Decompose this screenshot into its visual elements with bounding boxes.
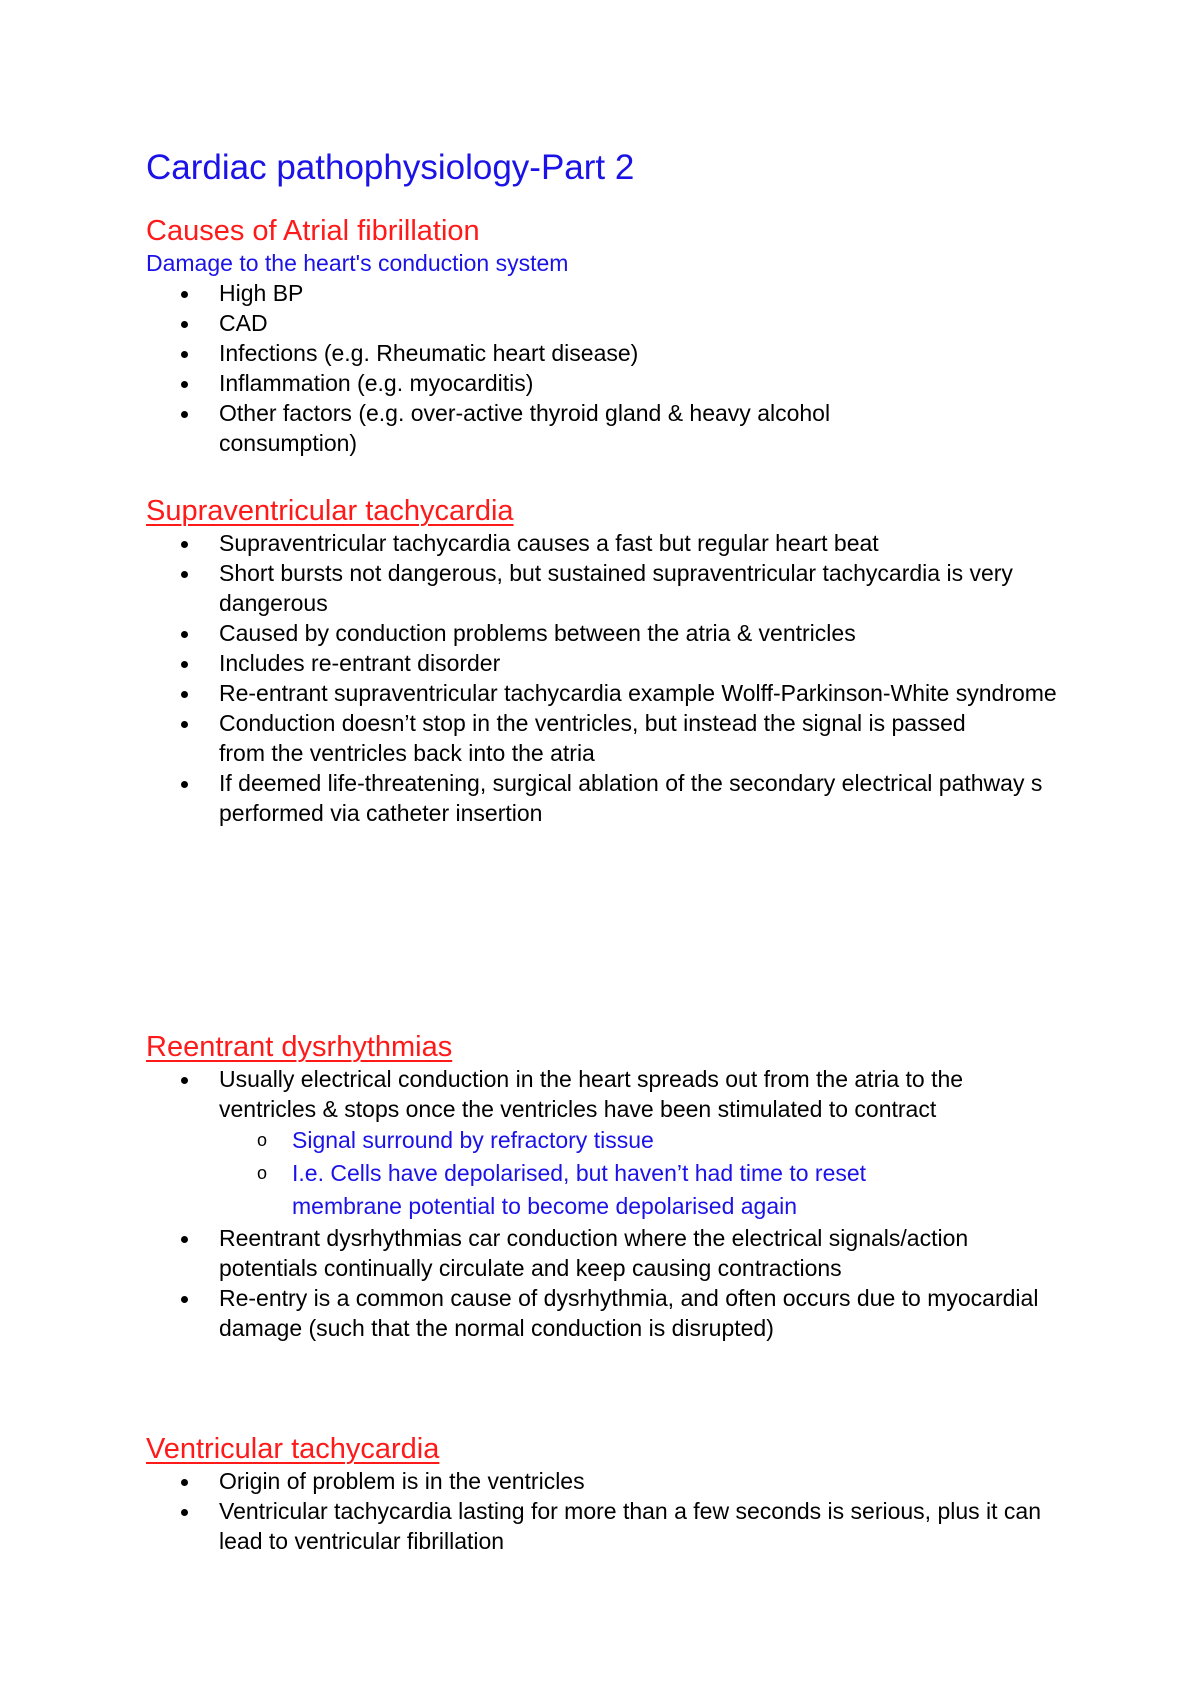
- list-item: Short bursts not dangerous, but sustained supraventricular tachycardia is very dangerous: [219, 558, 1064, 618]
- section-heading-svt: Supraventricular tachycardia: [146, 495, 514, 527]
- list-item: Re-entry is a common cause of dysrhythmia, and often occurs due to myocardial damage (such that the normal conduction is disrupted): [219, 1283, 1039, 1343]
- sub-bullet-list: [219, 1124, 1049, 1223]
- bullet-icon: [181, 381, 188, 388]
- list-item: Re-entrant supraventricular tachycardia example Wolff-Parkinson-White syndrome: [219, 678, 1064, 708]
- list-item: Inflammation (e.g. myocarditis): [219, 368, 1086, 398]
- bullet-icon: [181, 541, 188, 548]
- list-item: Infections (e.g. Rheumatic heart disease): [219, 338, 1086, 368]
- section-heading-vt: Ventricular tachycardia: [146, 1433, 440, 1465]
- bullet-icon: [181, 571, 188, 578]
- bullet-list-reentrant: [146, 1064, 1086, 1343]
- bullet-icon: [181, 291, 188, 298]
- bullet-list-atrial-fibrillation: [146, 278, 1086, 458]
- list-item: Includes re-entrant disorder: [219, 648, 1086, 678]
- bullet-list-svt: [146, 528, 1086, 828]
- subheading-conduction-damage: Damage to the heart's conduction system: [146, 250, 569, 276]
- bullet-list-vt: [146, 1466, 1086, 1556]
- section-atrial-fibrillation: [146, 214, 1086, 458]
- bullet-icon: [181, 1509, 188, 1516]
- list-item: CAD: [219, 308, 1086, 338]
- bullet-icon: [181, 351, 188, 358]
- list-item: Reentrant dysrhythmias car conduction where the electrical signals/action potentials continually circulate and keep causing contractions: [219, 1223, 979, 1283]
- bullet-icon: [181, 1077, 188, 1084]
- bullet-icon: [181, 1236, 188, 1243]
- bullet-icon: [181, 1296, 188, 1303]
- list-item: Other factors (e.g. over-active thyroid gland & heavy alcohol consumption): [219, 398, 919, 458]
- section-heading-atrial-fibrillation: Causes of Atrial fibrillation: [146, 215, 480, 247]
- list-item: Supraventricular tachycardia causes a fast but regular heart beat: [219, 528, 1086, 558]
- sub-list-item: o Signal surround by refractory tissue: [292, 1124, 1049, 1157]
- list-item: High BP: [219, 278, 1086, 308]
- list-item: Conduction doesn’t stop in the ventricles, but instead the signal is passed from the ventricles back into the atria: [219, 708, 1009, 768]
- sub-list-item: o I.e. Cells have depolarised, but haven’t had time to reset membrane potential to become depolarised again: [292, 1157, 972, 1223]
- bullet-icon: [181, 631, 188, 638]
- hollow-bullet-icon: o: [257, 1163, 268, 1183]
- hollow-bullet-icon: o: [257, 1130, 268, 1150]
- section-supraventricular-tachycardia: [146, 494, 1086, 828]
- section-reentrant-dysrhythmias: [146, 1030, 1086, 1343]
- list-item: Usually electrical conduction in the heart spreads out from the atria to the ventricles & stops once the ventricles have been stimulated to contract o Signal surround by refractory tissue o I.e. Cells have depolarised, but haven’t had time to reset membrane potential to become depolarised again: [219, 1064, 1049, 1223]
- page-title: Cardiac pathophysiology-Part 2: [146, 148, 635, 187]
- bullet-icon: [181, 321, 188, 328]
- bullet-icon: [181, 781, 188, 788]
- bullet-icon: [181, 721, 188, 728]
- list-item: Caused by conduction problems between the atria & ventricles: [219, 618, 1086, 648]
- list-item: If deemed life-threatening, surgical ablation of the secondary electrical pathway s performed via catheter insertion: [219, 768, 1059, 828]
- list-item: Ventricular tachycardia lasting for more than a few seconds is serious, plus it can lead to ventricular fibrillation: [219, 1496, 1054, 1556]
- section-heading-reentrant: Reentrant dysrhythmias: [146, 1031, 453, 1063]
- bullet-icon: [181, 1479, 188, 1486]
- section-ventricular-tachycardia: [146, 1432, 1086, 1556]
- bullet-icon: [181, 411, 188, 418]
- list-item: Origin of problem is in the ventricles: [219, 1466, 1086, 1496]
- bullet-icon: [181, 691, 188, 698]
- bullet-icon: [181, 661, 188, 668]
